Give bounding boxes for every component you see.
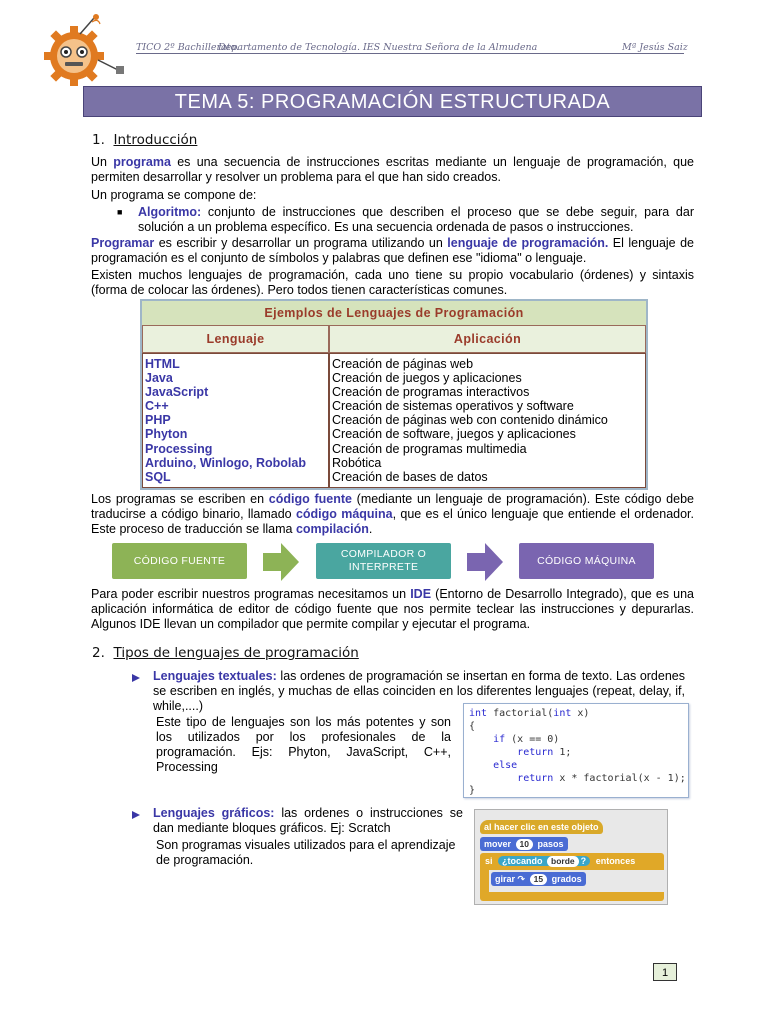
table-cell-language: C++: [145, 399, 169, 414]
table-cell-application: Creación de programas interactivos: [332, 385, 530, 400]
scratch-example: [474, 809, 668, 905]
table-cell-language: Arduino, Winlogo, Robolab: [145, 455, 306, 470]
paragraph-programar: Programar es escribir y desarrollar un programa utilizando un lenguaje de programación. El lenguaje de programación es el conjunto de símbolos y palabras que definen ese "idioma" o lenguaje.: [91, 236, 694, 265]
table-cell-application: Creación de páginas web con contenido dinámico: [332, 413, 608, 428]
header-rule: [136, 53, 684, 54]
table-header-lenguaje: Lenguaje: [142, 325, 329, 353]
section-1-heading: [92, 132, 197, 148]
table-cell-language: JavaScript: [145, 385, 209, 400]
paragraph-codigo-fuente: Los programas se escriben en código fuente (mediante un lenguaje de programación). Este código debe traducirse a código binario, llamado código máquina, que es el único lenguaje que entiende el ordenador. Este proceso de traducción se llama compilación.: [91, 492, 695, 536]
graphic-languages-text: Lenguajes gráficos: las ordenes o instrucciones se dan mediante bloques gráficos. Ej: Scratch: [153, 806, 463, 835]
arrow-right-icon: [467, 543, 505, 581]
paragraph-compone: Un programa se compone de:: [91, 188, 257, 202]
code-sample: int factorial(int x) { if (x == 0) return 1; else return x * factorial(x - 1); }: [463, 703, 689, 798]
rotate-icon: ↷: [517, 874, 526, 884]
table-cell-application: Creación de bases de datos: [332, 469, 488, 484]
flow-box-compilador: COMPILADOR O INTERPRETE: [316, 543, 451, 579]
languages-column: [142, 353, 329, 488]
scratch-if-block: si ¿tocando borde ? entonces: [485, 856, 636, 866]
robot-logo-icon: [40, 12, 130, 88]
paragraph-ide: Para poder escribir nuestros programas necesitamos un IDE (Entorno de Desarrollo Integrado), que es una aplicación informática de editor de código fuente que nos permite teclear las instrucciones y depurarlas. Algunos IDE llevan un compilador que permite compilar y ejecutar el programa.: [91, 587, 694, 631]
flow-box-codigo-maquina: CÓDIGO MÁQUINA: [519, 543, 654, 579]
triangle-bullet-icon: [132, 811, 140, 819]
section-2-heading: [92, 645, 359, 661]
table-cell-language: PHP: [145, 413, 171, 428]
table-cell-language: HTML: [145, 357, 180, 371]
languages-table: [140, 299, 648, 490]
table-cell-application: Creación de juegos y aplicaciones: [332, 371, 522, 386]
page-number: 1: [653, 963, 677, 981]
table-cell-language: Processing: [145, 441, 213, 456]
triangle-bullet-icon: [132, 674, 140, 682]
bullet-algoritmo: Algoritmo: conjunto de instrucciones que describen el proceso que se debe seguir, para dar solución a un problema específico. Es una secuencia ordenada de pasos o instrucciones.: [138, 205, 694, 234]
scratch-hat-block: al hacer clic en este objeto: [480, 820, 603, 834]
header-department: Departamento de Tecnología. IES Nuestra Señora de la Almudena: [218, 42, 538, 53]
textual-languages-detail: Este tipo de lenguajes son los más potentes y son los utilizados por los profesionales de la programación. Ejs: Phyton, JavaScript, C++, Processing: [156, 715, 451, 774]
section-1-number: 1.: [92, 132, 105, 148]
table-cell-application: Creación de páginas web: [332, 357, 474, 371]
section-2-number: 2.: [92, 645, 105, 661]
header-course: TICO 2º Bachillerato.: [136, 42, 240, 53]
textual-languages-text: Lenguajes textuales: las ordenes de programación se insertan en forma de texto. Las ordenes se escriben en inglés, y muchas de ellas coinciden en los diferentes lenguajes (repeat, delay, if, while,....): [153, 669, 685, 713]
table-cell-language: Phyton: [145, 427, 188, 442]
arrow-right-icon: [263, 543, 301, 581]
table-cell-application: Robótica: [332, 455, 382, 470]
table-cell-application: Creación de software, juegos y aplicaciones: [332, 427, 576, 442]
scratch-turn-block: girar ↷ 15 grados: [491, 872, 586, 886]
section-1-title: Introducción: [113, 132, 198, 148]
header-author: Mª Jesús Saiz: [622, 42, 688, 53]
applications-column: [329, 353, 646, 488]
table-cell-application: Creación de programas multimedia: [332, 441, 527, 456]
page-title: TEMA 5: PROGRAMACIÓN ESTRUCTURADA: [83, 86, 702, 117]
flow-box-codigo-fuente: CÓDIGO FUENTE: [112, 543, 247, 579]
paragraph-lenguajes: Existen muchos lenguajes de programación, cada uno tiene su propio vocabulario (órdenes) y sintaxis (forma de colocar las órdenes). Pero todos tienen características comunes.: [91, 268, 694, 297]
scratch-move-block: mover 10 pasos: [480, 837, 568, 851]
table-title: Ejemplos de Lenguajes de Programación: [142, 301, 646, 325]
section-2-title: Tipos de lenguajes de programación: [113, 645, 359, 661]
table-header-aplicacion: Aplicación: [329, 325, 646, 353]
table-cell-application: Creación de sistemas operativos y software: [332, 399, 574, 414]
paragraph-programa: Un programa es una secuencia de instrucciones escritas mediante un lenguaje de programación, que permiten desarrollar y resolver un problema para el que han sido creados.: [91, 155, 694, 184]
graphic-languages-detail: Son programas visuales utilizados para el aprendizaje de programación.: [156, 838, 456, 867]
table-cell-language: SQL: [145, 469, 171, 484]
table-cell-language: Java: [145, 371, 173, 386]
square-bullet-icon: ■: [117, 207, 123, 217]
